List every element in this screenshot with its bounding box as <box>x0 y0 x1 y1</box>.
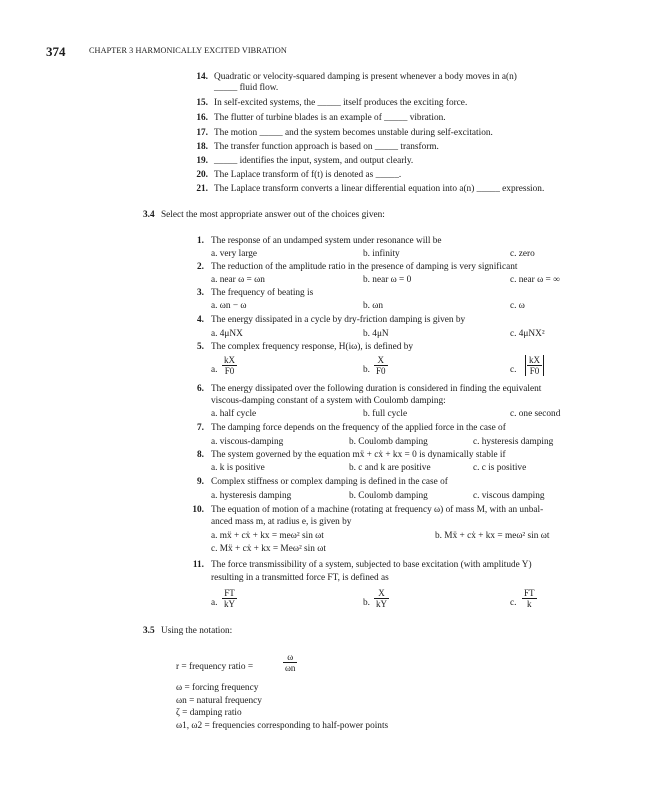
section-instruction: Using the notation: <box>161 626 233 636</box>
fraction-numerator: X <box>374 355 388 366</box>
choice-a: a. k is positive <box>211 463 265 473</box>
question-number: 8. <box>197 450 204 460</box>
question-text: resulting in a transmitted force FT, is defined as <box>211 573 389 583</box>
choice-b: b. near ω = 0 <box>363 275 412 285</box>
choice-a-fraction <box>222 588 237 609</box>
question-number: 14. <box>196 72 208 82</box>
fraction-numerator: kX <box>224 355 235 365</box>
question-number: 17. <box>196 128 208 138</box>
section-number: 3.5 <box>143 626 155 636</box>
notation-natural-frequency: ωn = natural frequency <box>176 696 262 706</box>
question-text: Complex stiffness or complex damping is defined in the case of <box>211 477 448 487</box>
fraction-denominator: k <box>527 599 532 609</box>
notation-damping-ratio: ζ = damping ratio <box>176 708 242 718</box>
question-text: _____ fluid flow. <box>214 83 279 93</box>
choice-a: a. viscous-damping <box>211 437 284 447</box>
frequency-ratio-fraction <box>283 652 297 673</box>
fraction-denominator: F0 <box>529 366 540 376</box>
choice-b-label: b. <box>363 598 370 608</box>
question-number: 18. <box>196 142 208 152</box>
question-text: The flutter of turbine blades is an example of _____ vibration. <box>214 113 446 123</box>
fraction-denominator: F0 <box>376 366 386 376</box>
choice-a-fraction <box>222 355 237 376</box>
question-text: The equation of motion of a machine (rotating at frequency ω) of mass M, with an unbal- <box>211 505 544 515</box>
choice-b-fraction <box>374 355 388 376</box>
question-number: 3. <box>197 288 204 298</box>
notation-frequency-ratio: r = frequency ratio = <box>176 662 254 672</box>
question-text: The system governed by the equation mẍ + cẋ + kx = 0 is dynamically stable if <box>211 450 506 460</box>
fraction-numerator: FT <box>222 588 237 599</box>
question-number: 19. <box>196 156 208 166</box>
notation-forcing-frequency: ω = forcing frequency <box>176 683 259 693</box>
question-text: The motion _____ and the system becomes unstable during self-excitation. <box>214 128 493 138</box>
choice-b: b. Coulomb damping <box>349 491 428 501</box>
question-number: 16. <box>196 113 208 123</box>
notation-half-power-frequencies: ω1, ω2 = frequencies corresponding to half-power points <box>176 721 389 731</box>
choice-c-fraction <box>522 588 537 609</box>
question-number: 10. <box>192 505 204 515</box>
question-number: 15. <box>196 98 208 108</box>
section-instruction: Select the most appropriate answer out of the choices given: <box>161 210 385 220</box>
question-text: viscous-damping constant of a system with Coulomb damping: <box>211 396 446 406</box>
choice-b: b. full cycle <box>363 409 408 419</box>
choice-a: a. mẍ + cẋ + kx = meω² sin ωt <box>211 531 324 541</box>
choice-c: c. c is positive <box>473 463 527 473</box>
fraction-numerator: X <box>374 588 389 599</box>
choice-b: b. ωn <box>363 301 384 311</box>
choice-a: a. 4μNX <box>211 329 243 339</box>
choice-c-label: c. <box>510 365 517 375</box>
choice-c: c. viscous damping <box>473 491 545 501</box>
chapter-title: CHAPTER 3 HARMONICALLY EXCITED VIBRATION <box>89 46 287 55</box>
choice-c: c. zero <box>510 249 535 259</box>
choice-c: c. near ω = ∞ <box>510 275 560 285</box>
question-text: anced mass m, at radius e, is given by <box>211 517 352 527</box>
question-number: 21. <box>196 184 208 194</box>
fraction-denominator: ωn <box>285 663 296 673</box>
question-text: The response of an undamped system under resonance will be <box>211 236 442 246</box>
choice-a: a. very large <box>211 249 258 259</box>
choice-b: b. infinity <box>363 249 400 259</box>
fraction-numerator: ω <box>283 652 297 663</box>
question-number: 6. <box>197 384 204 394</box>
choice-c: c. ω <box>510 301 525 311</box>
question-text: The damping force depends on the frequency of the applied force in the case of <box>211 423 506 433</box>
question-text: The complex frequency response, H(iω), is defined by <box>211 342 414 352</box>
question-text: _____ identifies the input, system, and output clearly. <box>214 156 414 166</box>
question-text: The transfer function approach is based on _____ transform. <box>214 142 439 152</box>
choice-c-label: c. <box>510 598 517 608</box>
section-number: 3.4 <box>143 210 155 220</box>
fraction-denominator: kY <box>224 599 235 609</box>
choice-b: b. 4μN <box>363 329 389 339</box>
choice-a: a. near ω = ωn <box>211 275 265 285</box>
choice-b: b. Coulomb damping <box>349 437 428 447</box>
choice-b-fraction <box>374 588 389 609</box>
question-number: 20. <box>196 170 208 180</box>
question-text: The energy dissipated over the following duration is considered in finding the equivalent <box>211 384 542 394</box>
choice-c-absolute-fraction <box>525 355 544 376</box>
choice-c: c. Mẍ + cẋ + kx = Meω² sin ωt <box>211 544 326 554</box>
question-text: The energy dissipated in a cycle by dry-friction damping is given by <box>211 315 466 325</box>
question-text: The Laplace transform converts a linear differential equation into a(n) _____ expression. <box>214 184 545 194</box>
choice-c: c. one second <box>510 409 561 419</box>
question-number: 2. <box>197 262 204 272</box>
question-number: 4. <box>197 315 204 325</box>
question-number: 5. <box>197 342 204 352</box>
question-text: The force transmissibility of a system, subjected to base excitation (with amplitude Y) <box>211 560 532 570</box>
question-number: 9. <box>197 477 204 487</box>
choice-a: a. half cycle <box>211 409 257 419</box>
fraction-numerator: FT <box>524 588 535 598</box>
question-text: The Laplace transform of f(t) is denoted as _____. <box>214 170 402 180</box>
choice-a: a. ωn − ω <box>211 301 247 311</box>
choice-b-label: b. <box>363 365 370 375</box>
choice-b: b. c and k are positive <box>349 463 431 473</box>
question-text: Quadratic or velocity-squared damping is present whenever a body moves in a(n) <box>214 72 517 82</box>
choice-b: b. Mẍ + cẋ + kx = meω² sin ωt <box>435 531 550 541</box>
question-number: 1. <box>197 236 204 246</box>
fraction-denominator: kY <box>376 599 387 609</box>
page-number: 374 <box>46 44 66 59</box>
choice-c: c. 4μNX² <box>510 329 545 339</box>
question-text: The frequency of beating is <box>211 288 314 298</box>
choice-c: c. hysteresis damping <box>473 437 554 447</box>
question-number: 7. <box>197 423 204 433</box>
fraction-numerator: kX <box>529 355 540 365</box>
question-text: The reduction of the amplitude ratio in the presence of damping is very significant <box>211 262 518 272</box>
question-number: 11. <box>192 560 204 570</box>
question-text: In self-excited systems, the _____ itself produces the exciting force. <box>214 98 468 108</box>
choice-a: a. hysteresis damping <box>211 491 292 501</box>
fraction-denominator: F0 <box>224 366 235 376</box>
choice-a-label: a. <box>211 365 218 375</box>
choice-a-label: a. <box>211 598 218 608</box>
